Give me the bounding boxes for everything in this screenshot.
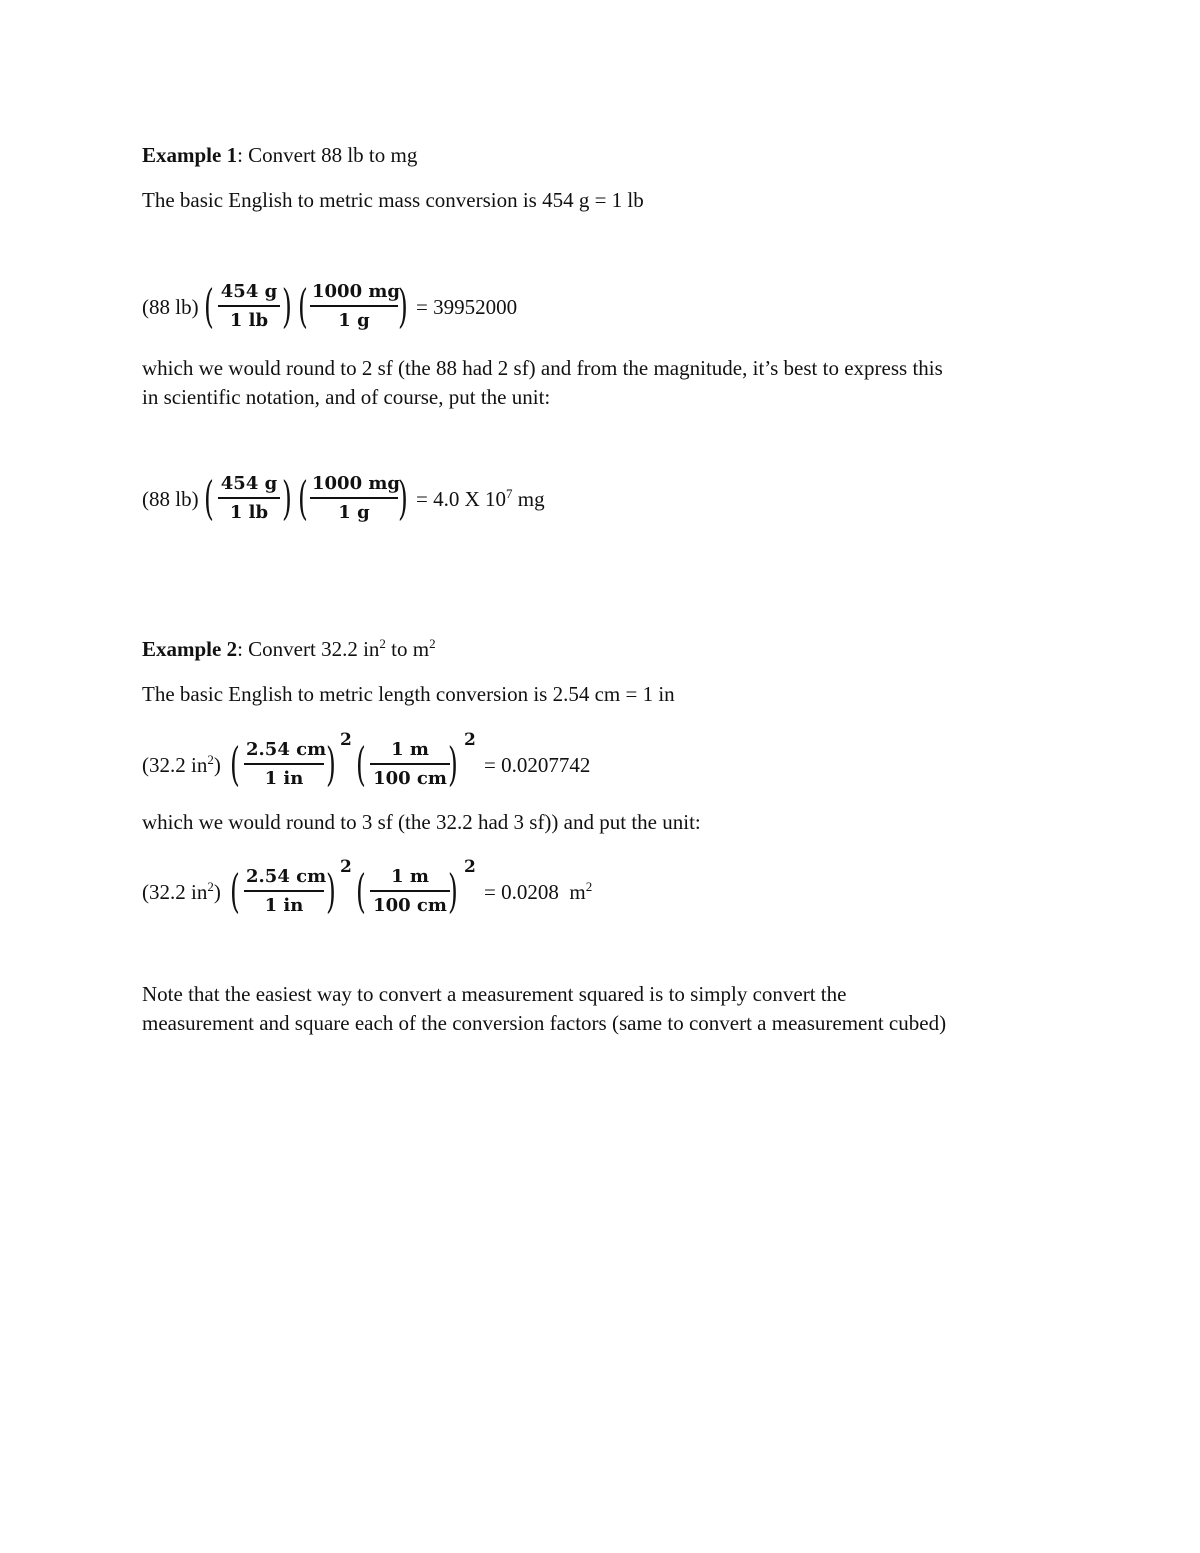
exponent: 2	[207, 752, 214, 767]
left-paren: (	[230, 864, 240, 918]
example-2-intro: The basic English to metric length conversion is 2.54 cm = 1 in	[142, 682, 675, 706]
example-2-label: Example 2	[142, 637, 238, 661]
equation-result: = 0.0207742	[484, 753, 591, 777]
lhs-value: (32.2 in	[142, 753, 208, 777]
fraction-bar	[310, 305, 398, 307]
conversion-factor-2	[310, 280, 398, 333]
conversion-factor-1	[244, 865, 327, 918]
factor-numerator: 454 g	[220, 473, 278, 494]
conversion-factor-1	[244, 738, 327, 791]
example-1-label: Example 1	[142, 143, 238, 167]
exponent: 2	[429, 636, 436, 651]
square-exponent: 2	[464, 730, 476, 750]
conversion-factor-1	[218, 472, 280, 525]
example-2-task: : Convert 32.2 in	[237, 637, 380, 661]
right-paren: )	[282, 279, 292, 333]
left-paren: (	[356, 864, 366, 918]
right-paren: )	[448, 737, 458, 791]
fraction-bar	[244, 763, 324, 765]
factor-denominator: 100 cm	[373, 768, 447, 789]
note-line-1: Note that the easiest way to convert a measurement squared is to simply convert the	[142, 982, 847, 1006]
factor-denominator: 1 lb	[229, 310, 269, 331]
exponent: 2	[379, 636, 386, 651]
example-2-equation-1	[142, 730, 642, 796]
example-1-task: : Convert 88 lb to mg	[237, 143, 418, 167]
conversion-factor-2	[310, 472, 398, 525]
result-unit: mg	[512, 487, 545, 511]
factor-denominator: 100 cm	[373, 895, 447, 916]
square-exponent: 2	[340, 857, 352, 877]
factor-denominator: 1 g	[338, 310, 370, 331]
equation-result	[484, 880, 592, 905]
result-value: = 0.0208 m	[484, 880, 586, 904]
result-exponent: 2	[585, 879, 593, 894]
factor-numerator: 2.54 cm	[246, 739, 327, 760]
result-value: = 4.0 X 10	[416, 487, 507, 511]
square-exponent: 2	[340, 730, 352, 750]
result-exponent: 7	[506, 486, 513, 501]
left-paren: (	[230, 737, 240, 791]
example-2-explanation: which we would round to 3 sf (the 32.2 had 3 sf)) and put the unit:	[142, 810, 701, 834]
equation-result	[416, 487, 545, 512]
factor-numerator: 1000 mg	[312, 281, 400, 302]
example-1-explanation-line-2: in scientific notation, and of course, put the unit:	[142, 385, 551, 409]
fraction-bar	[218, 305, 280, 307]
right-paren: )	[282, 471, 292, 525]
equation-lhs: (88 lb)	[142, 295, 199, 319]
lhs-close: )	[213, 753, 221, 777]
conversion-factor-2	[370, 865, 450, 918]
factor-denominator: 1 g	[338, 502, 370, 523]
fraction-bar	[370, 763, 450, 765]
equation-lhs	[142, 753, 221, 778]
factor-numerator: 1 m	[391, 866, 429, 887]
example-2-heading	[142, 635, 436, 663]
right-paren: )	[448, 864, 458, 918]
factor-numerator: 2.54 cm	[246, 866, 327, 887]
fraction-bar	[370, 890, 450, 892]
example-1-heading	[142, 141, 417, 169]
lhs-value: (32.2 in	[142, 880, 208, 904]
left-paren: (	[356, 737, 366, 791]
fraction-bar	[218, 497, 280, 499]
conversion-factor-2	[370, 738, 450, 791]
example-2-equation-2	[142, 857, 642, 923]
equation-lhs	[142, 880, 221, 905]
equation-lhs: (88 lb)	[142, 487, 199, 511]
factor-numerator: 454 g	[220, 281, 278, 302]
fraction-bar	[244, 890, 324, 892]
example-1-explanation-line-1: which we would round to 2 sf (the 88 had 2 sf) and from the magnitude, it’s best to express this	[142, 356, 943, 380]
left-paren: (	[298, 471, 308, 525]
exponent: 2	[207, 879, 214, 894]
example-1-equation-2	[142, 470, 622, 530]
right-paren: )	[326, 737, 336, 791]
lhs-close: )	[213, 880, 221, 904]
example-1-equation-1	[142, 278, 602, 338]
equation-result: = 39952000	[416, 295, 518, 319]
fraction-bar	[310, 497, 398, 499]
factor-denominator: 1 in	[264, 768, 304, 789]
left-paren: (	[204, 471, 214, 525]
example-2-task-unit: to m	[385, 637, 430, 661]
right-paren: )	[398, 471, 408, 525]
conversion-factor-1	[218, 280, 280, 333]
factor-denominator: 1 lb	[229, 502, 269, 523]
note-line-2: measurement and square each of the conversion factors (same to convert a measurement cubed)	[142, 1011, 947, 1035]
right-paren: )	[326, 864, 336, 918]
right-paren: )	[398, 279, 408, 333]
factor-numerator: 1000 mg	[312, 473, 400, 494]
factor-numerator: 1 m	[391, 739, 429, 760]
example-1-intro: The basic English to metric mass conversion is 454 g = 1 lb	[142, 188, 644, 212]
square-exponent: 2	[464, 857, 476, 877]
factor-denominator: 1 in	[264, 895, 304, 916]
left-paren: (	[298, 279, 308, 333]
left-paren: (	[204, 279, 214, 333]
